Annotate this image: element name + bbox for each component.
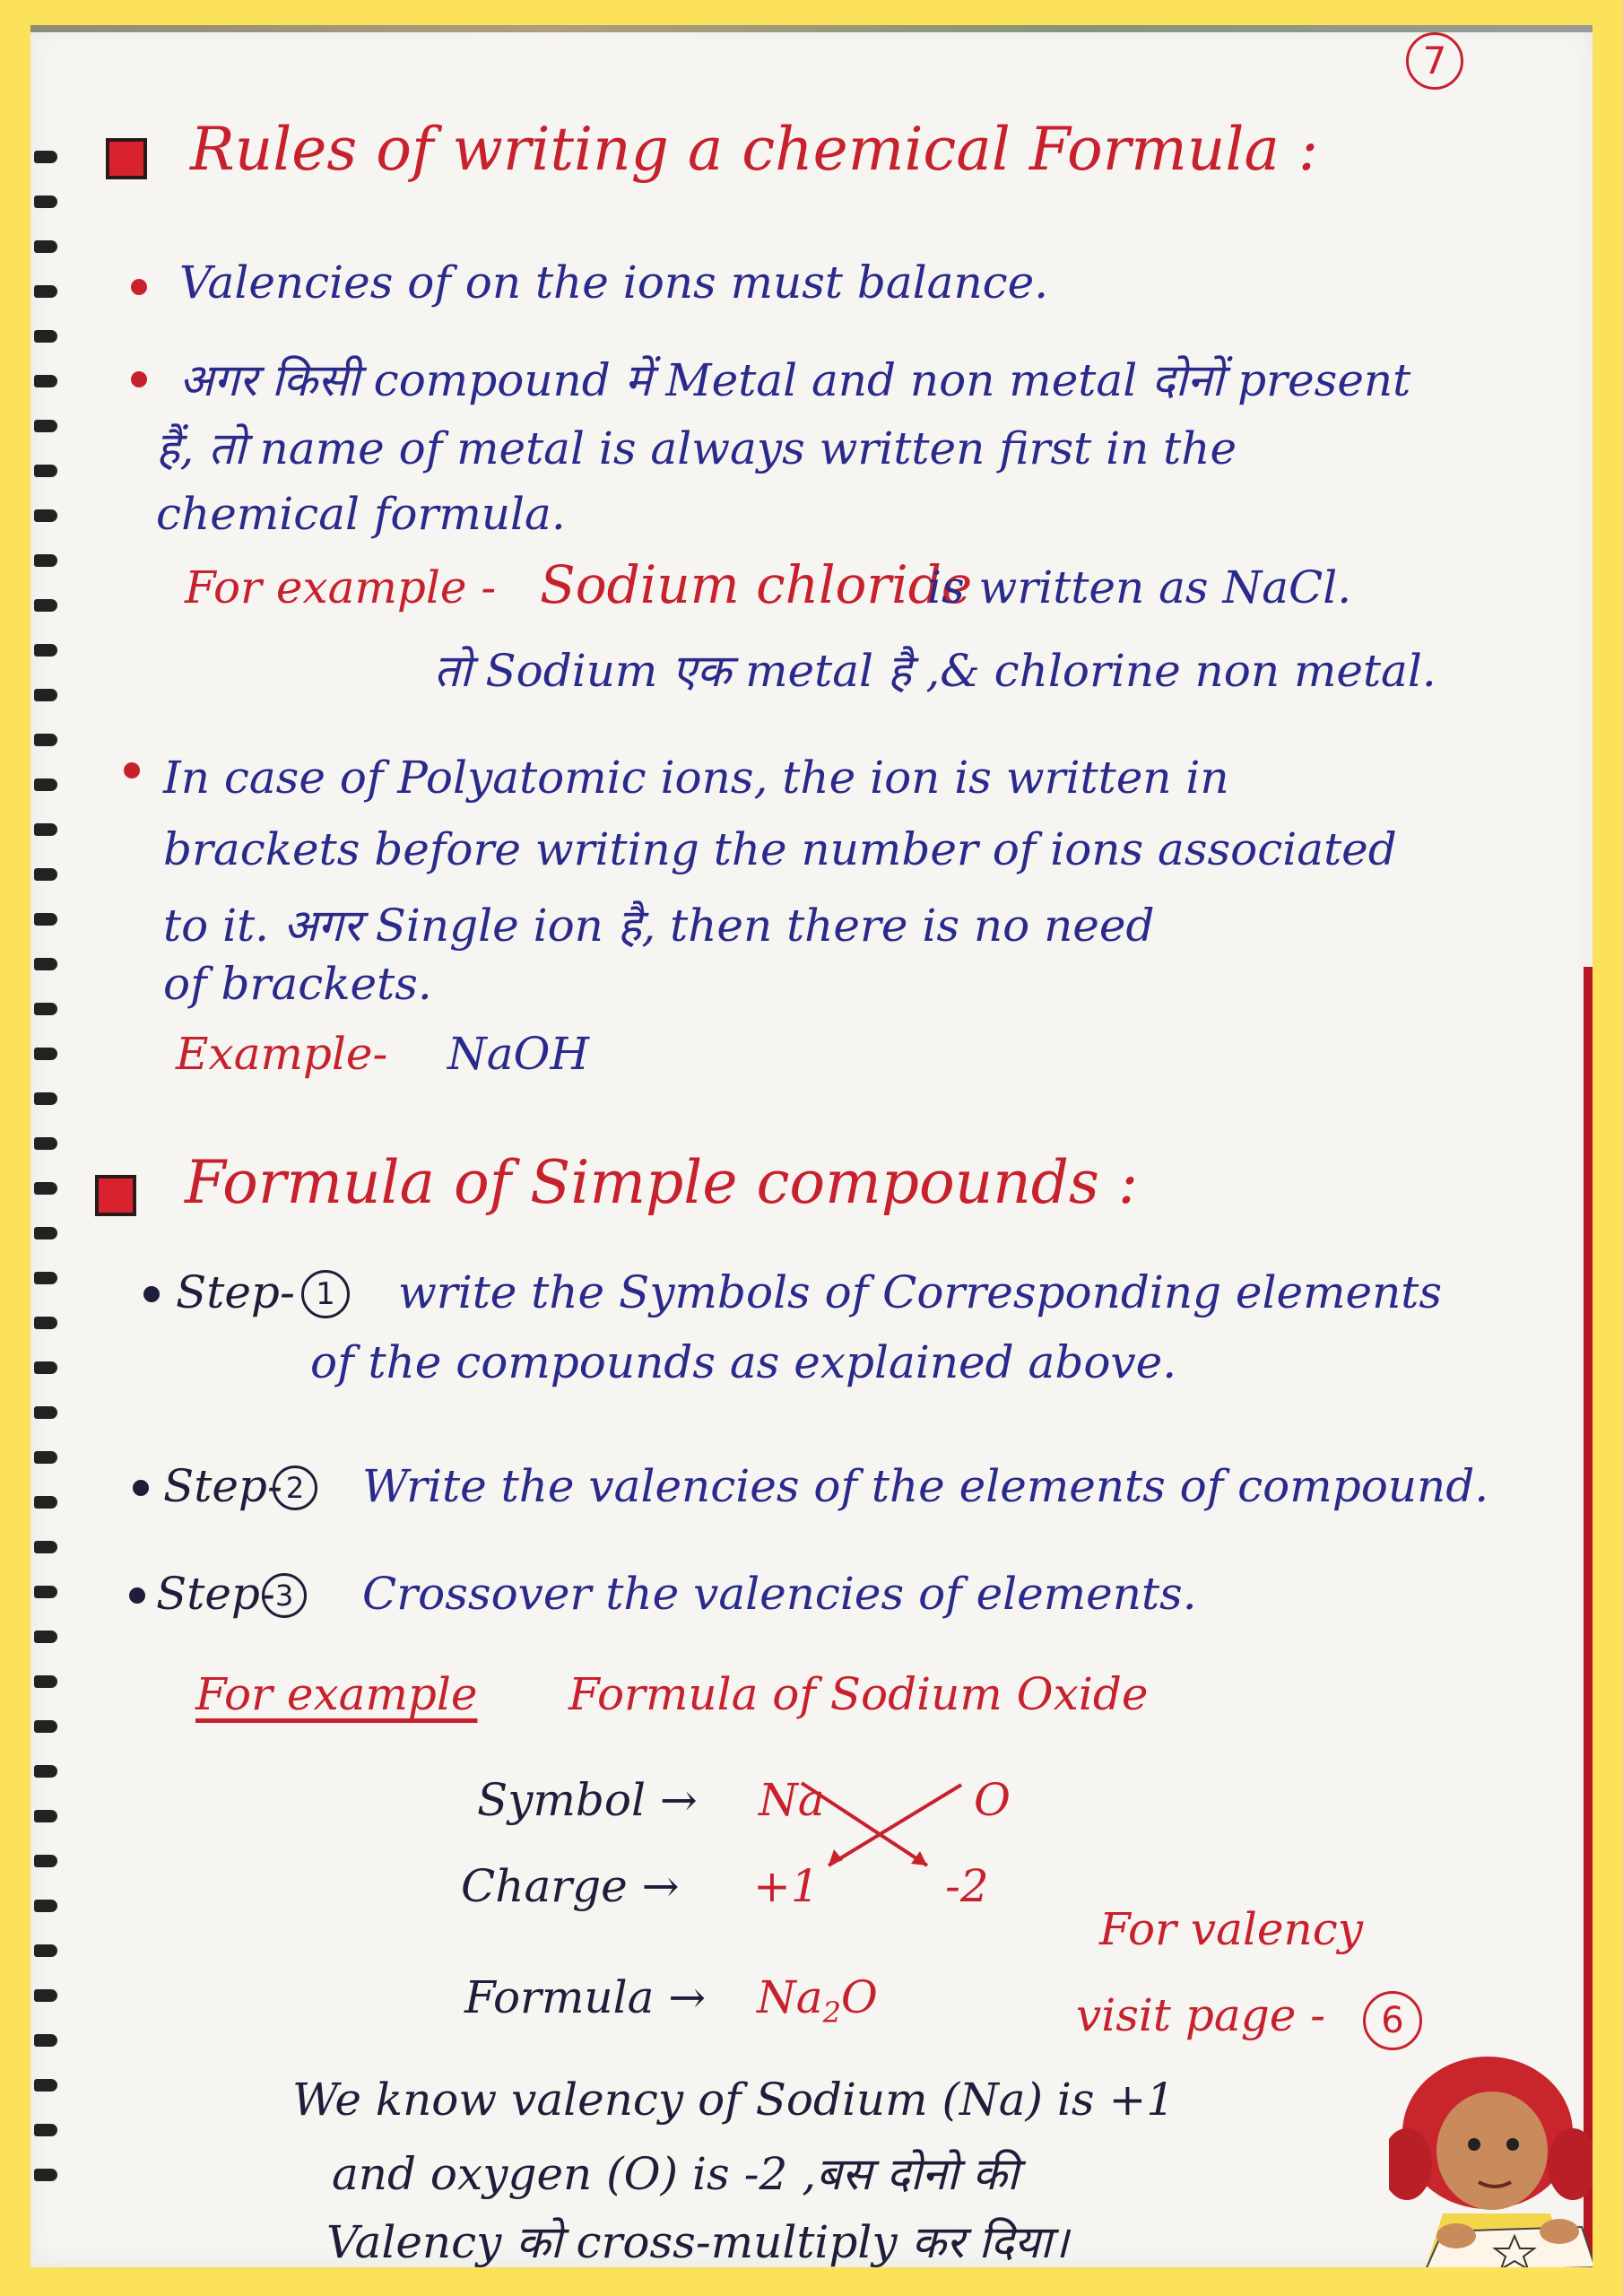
spiral-hole bbox=[34, 599, 57, 612]
hand-left bbox=[1436, 2223, 1476, 2248]
bullet-dot bbox=[131, 371, 147, 387]
spiral-hole bbox=[34, 1048, 57, 1060]
rule-valency-balance: Valencies of on the ions must balance. bbox=[179, 257, 1049, 309]
bullet-dot bbox=[131, 279, 147, 295]
step1-label: Step- bbox=[176, 1266, 295, 1318]
notebook-page bbox=[30, 25, 1593, 2267]
step3-label: Step- bbox=[156, 1568, 275, 1620]
formula-o: O bbox=[840, 1971, 878, 2023]
formula-subscript: 2 bbox=[822, 1996, 841, 2030]
step2-label: Step- bbox=[163, 1460, 282, 1512]
rule-metal-first-line2: हैं, तो name of metal is always written first in the bbox=[156, 422, 1237, 474]
valency-page-ref bbox=[1363, 1991, 1422, 2050]
spiral-hole bbox=[34, 778, 57, 791]
spiral-hole bbox=[34, 1182, 57, 1195]
spiral-hole bbox=[34, 1451, 57, 1464]
spiral-hole bbox=[34, 913, 57, 926]
spiral-hole bbox=[34, 958, 57, 970]
rule-polyatomic-line3: to it. अगर Single ion है, then there is no need bbox=[163, 900, 1155, 952]
spiral-hole bbox=[34, 1406, 57, 1419]
rule-polyatomic-line1: In case of Polyatomic ions, the ion is written in bbox=[163, 752, 1229, 804]
step1-number bbox=[301, 1270, 350, 1318]
rule-polyatomic-line2: brackets before writing the number of ions associated bbox=[163, 823, 1397, 875]
spiral-hole bbox=[34, 1810, 57, 1822]
spiral-hole bbox=[34, 375, 57, 387]
spiral-hole bbox=[34, 1989, 57, 2002]
spiral-hole bbox=[34, 1675, 57, 1688]
formula-row-label: Formula → bbox=[464, 1971, 707, 2023]
conclusion-line3: Valency को cross-multiply कर दिया। bbox=[326, 2216, 1069, 2267]
page-number bbox=[1406, 32, 1463, 90]
spiral-hole bbox=[34, 2034, 57, 2047]
spiral-hole bbox=[34, 1361, 57, 1374]
spiral-hole bbox=[34, 734, 57, 746]
spiral-hole bbox=[34, 868, 57, 881]
cartoon-girl-sticker bbox=[1389, 2048, 1593, 2267]
for-example-label: For example bbox=[195, 1668, 478, 1720]
spiral-hole bbox=[34, 1855, 57, 1867]
arrow-o-to-plus1 bbox=[829, 1785, 961, 1866]
charge-sodium: +1 bbox=[753, 1860, 820, 1912]
spiral-hole bbox=[34, 554, 57, 567]
example2-value: NaOH bbox=[447, 1028, 590, 1080]
spiral-hole bbox=[34, 1720, 57, 1733]
spiral-hole bbox=[34, 1900, 57, 1912]
step1-line2: of the compounds as explained above. bbox=[310, 1336, 1177, 1388]
symbol-sodium: Na bbox=[759, 1774, 825, 1826]
conclusion-line1: We know valency of Sodium (Na) is +1 bbox=[292, 2074, 1176, 2126]
bullet-dot bbox=[143, 1286, 160, 1302]
spiral-hole bbox=[34, 465, 57, 477]
bullet-dot bbox=[124, 762, 140, 778]
spiral-hole bbox=[34, 330, 57, 343]
spiral-hole bbox=[34, 1541, 57, 1553]
spiral-hole bbox=[34, 196, 57, 208]
step2-text: Write the valencies of the elements of compound. bbox=[362, 1460, 1489, 1512]
spiral-hole bbox=[34, 1631, 57, 1643]
example-compound: Sodium chloride bbox=[540, 554, 973, 615]
charge-row-label: Charge → bbox=[461, 1860, 680, 1912]
section-heading-2: Formula of Simple compounds : bbox=[185, 1148, 1139, 1217]
spiral-hole bbox=[34, 285, 57, 298]
bullet-dot bbox=[129, 1587, 145, 1604]
rule-metal-first-line3: chemical formula. bbox=[156, 488, 566, 540]
valency-note-line2: visit page - bbox=[1076, 1989, 1326, 2041]
spiral-hole bbox=[34, 1586, 57, 1598]
spiral-hole bbox=[34, 2124, 57, 2136]
example-written-as: is written as NaCl. bbox=[927, 561, 1352, 613]
example-explanation: तो Sodium एक metal है ,& chlorine non metal. bbox=[434, 645, 1436, 697]
spiral-hole bbox=[34, 151, 57, 163]
spiral-hole bbox=[34, 1092, 57, 1105]
crossover-arrows bbox=[748, 1756, 981, 1873]
spiral-hole bbox=[34, 509, 57, 522]
heading-bullet-square bbox=[95, 1175, 136, 1216]
spiral-hole bbox=[34, 420, 57, 432]
page-number-text: 7 bbox=[1422, 39, 1447, 83]
spiral-binding bbox=[30, 151, 66, 2249]
step2-number-text: 2 bbox=[285, 1471, 305, 1505]
formula-result bbox=[757, 1971, 878, 2030]
spiral-hole bbox=[34, 1765, 57, 1778]
step3-number bbox=[262, 1573, 307, 1618]
example2-label: Example- bbox=[176, 1028, 388, 1080]
heading-bullet-square bbox=[106, 138, 147, 179]
spiral-hole bbox=[34, 240, 57, 253]
charge-oxygen: -2 bbox=[945, 1860, 989, 1912]
spiral-hole bbox=[34, 1003, 57, 1015]
spiral-hole bbox=[34, 823, 57, 836]
spiral-hole bbox=[34, 1272, 57, 1284]
step2-number bbox=[273, 1465, 317, 1510]
formula-na: Na bbox=[757, 1971, 823, 2023]
bullet-dot bbox=[133, 1480, 149, 1496]
valency-page-number: 6 bbox=[1381, 2000, 1404, 2041]
step3-number-text: 3 bbox=[274, 1578, 294, 1613]
face bbox=[1436, 2092, 1548, 2210]
symbol-row-label: Symbol → bbox=[477, 1774, 698, 1826]
example-title: Formula of Sodium Oxide bbox=[568, 1668, 1149, 1720]
conclusion-line2: and oxygen (O) is -2 ,बस दोनो की bbox=[332, 2148, 1019, 2200]
step1-line1: write the Symbols of Corresponding elements bbox=[398, 1266, 1443, 1318]
spiral-hole bbox=[34, 2079, 57, 2092]
spiral-hole bbox=[34, 2169, 57, 2181]
section-heading: Rules of writing a chemical Formula : bbox=[190, 115, 1319, 184]
right-eye bbox=[1506, 2138, 1519, 2151]
rule-polyatomic-line4: of brackets. bbox=[163, 958, 432, 1010]
spiral-hole bbox=[34, 1496, 57, 1509]
spiral-hole bbox=[34, 644, 57, 657]
spiral-hole bbox=[34, 1227, 57, 1239]
top-edge bbox=[30, 25, 1593, 32]
spiral-hole bbox=[34, 1317, 57, 1329]
symbol-oxygen: O bbox=[974, 1774, 1011, 1826]
spiral-hole bbox=[34, 689, 57, 701]
example-label: For example - bbox=[185, 561, 497, 613]
step1-number-text: 1 bbox=[316, 1276, 335, 1312]
arrow-na-to-minus2 bbox=[802, 1783, 927, 1866]
step3-text: Crossover the valencies of elements. bbox=[362, 1568, 1197, 1620]
spiral-hole bbox=[34, 1944, 57, 1957]
left-eye bbox=[1468, 2138, 1480, 2151]
rule-metal-first-line1: अगर किसी compound में Metal and non metal दोनों present bbox=[179, 354, 1411, 406]
valency-note-line1: For valency bbox=[1099, 1903, 1363, 1955]
hand-right bbox=[1540, 2219, 1579, 2244]
spiral-hole bbox=[34, 1137, 57, 1150]
